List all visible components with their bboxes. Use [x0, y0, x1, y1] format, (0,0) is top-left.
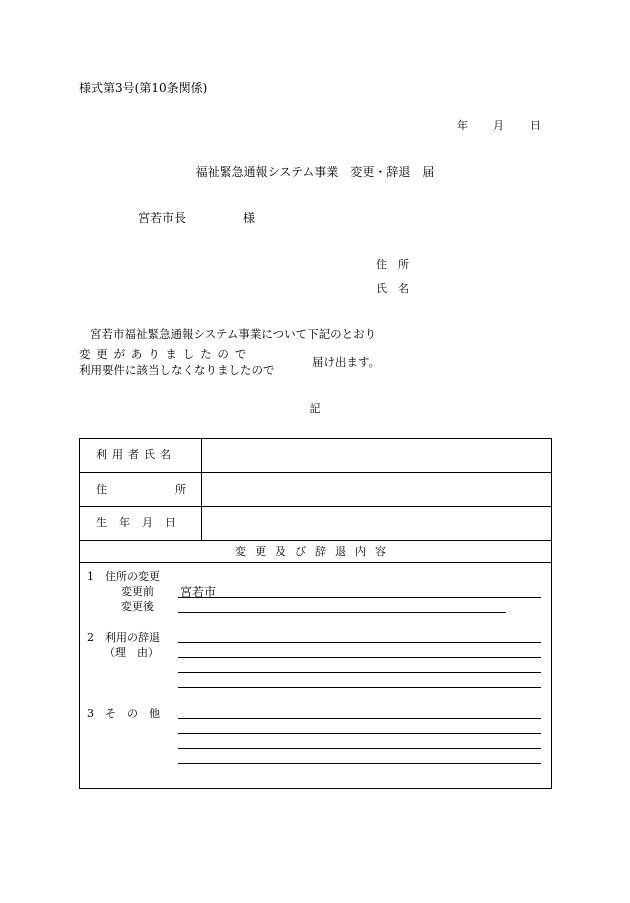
- form-number: 様式第3号(第10条関係): [79, 81, 208, 95]
- user-name-label: 利用者氏名: [96, 448, 176, 461]
- before-change-label: 変更前: [121, 585, 154, 598]
- section-other-title: 3 そ の 他: [87, 707, 160, 720]
- body-option-changed: 変更がありましたので: [79, 347, 252, 361]
- date-month-label: 月: [493, 119, 504, 132]
- applicant-name-label: 氏 名: [376, 282, 409, 295]
- applicant-address-label: 住 所: [376, 258, 409, 271]
- section-withdrawal-title: 2 利用の辞退: [87, 631, 160, 644]
- reason-line[interactable]: [178, 642, 541, 643]
- table-divider: [79, 540, 552, 541]
- other-line[interactable]: [178, 733, 541, 734]
- birthdate-label: 生年月日: [96, 516, 188, 529]
- body-line-1: 宮若市福祉緊急通報システム事業について下記のとおり: [90, 327, 377, 341]
- addressee-name: 宮若市長: [138, 211, 187, 225]
- content-header: 変更及び辞退内容: [235, 545, 395, 558]
- date-day-label: 日: [530, 119, 541, 132]
- reason-label: （理 由）: [104, 646, 159, 659]
- other-line[interactable]: [178, 718, 541, 719]
- user-name-field[interactable]: [202, 439, 551, 471]
- address-label: [96, 484, 186, 495]
- reason-line[interactable]: [178, 672, 541, 673]
- address-field[interactable]: [202, 473, 551, 505]
- addressee-honorific: 様: [243, 211, 256, 225]
- other-line[interactable]: [178, 748, 541, 749]
- ki-heading: 記: [309, 402, 321, 415]
- other-line[interactable]: [178, 763, 541, 764]
- reason-line[interactable]: [178, 657, 541, 658]
- address-label-char-2: 所: [175, 483, 186, 496]
- after-change-line[interactable]: [178, 612, 506, 613]
- body-ending: 届け出ます。: [312, 355, 381, 369]
- address-label-char-1: 住: [96, 483, 107, 496]
- body-option-ineligible: 利用要件に該当しなくなりましたので: [79, 363, 275, 377]
- reason-line[interactable]: [178, 687, 541, 688]
- table-divider: [79, 562, 552, 563]
- before-change-line[interactable]: [178, 597, 541, 598]
- before-change-value: 宮若市: [180, 585, 217, 599]
- page-title: 福祉緊急通報システム事業 変更・辞退 届: [195, 165, 435, 179]
- section-address-change-title: 1 住所の変更: [87, 570, 160, 583]
- date-year-label: 年: [457, 119, 468, 132]
- after-change-label: 変更後: [121, 600, 154, 613]
- birthdate-field[interactable]: [202, 507, 551, 539]
